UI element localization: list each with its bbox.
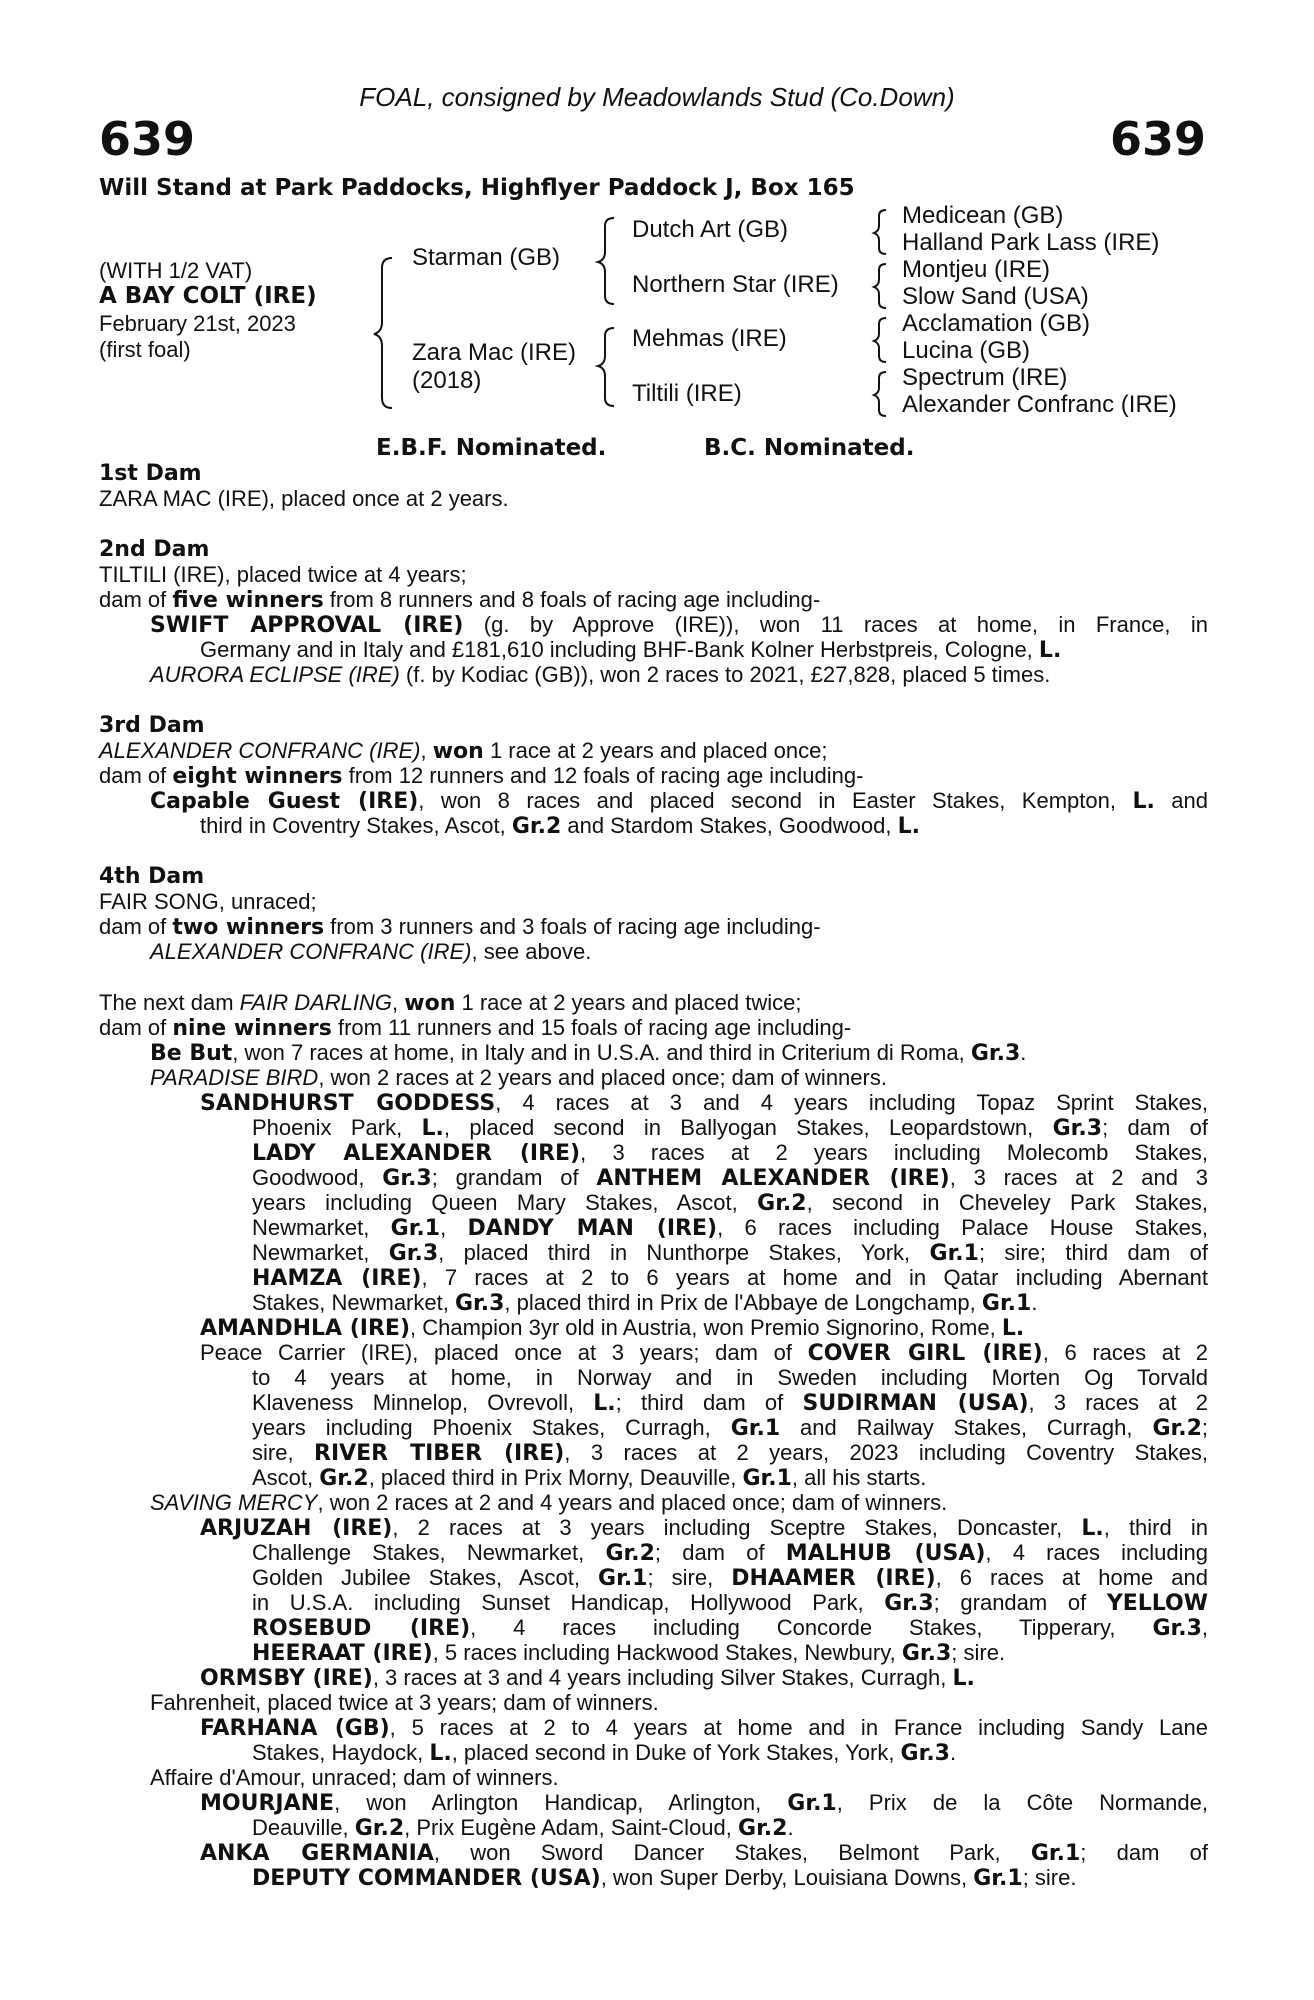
next-dam-line2: dam of nine winners from 11 runners and 15 foals of racing age including- [99, 1015, 852, 1041]
pedigree-gg5: Acclamation (GB) [902, 310, 1091, 337]
family-line: Newmarket, Gr.1, DANDY MAN (IRE), 6 races including Palace House Stakes, [252, 1215, 1208, 1241]
foal-note: (first foal) [99, 337, 191, 362]
family-line: in U.S.A. including Sunset Handicap, Hollywood Park, Gr.3; grandam of YELLOW [252, 1590, 1208, 1616]
family-line: LADY ALEXANDER (IRE), 3 races at 2 years including Molecomb Stakes, [252, 1140, 1208, 1166]
family-line: to 4 years at home, in Norway and in Sweden including Morten Og Torvald [252, 1365, 1208, 1390]
family-line: ORMSBY (IRE), 3 races at 3 and 4 years including Silver Stakes, Curragh, L. [200, 1665, 975, 1691]
family-line: Affaire d'Amour, unraced; dam of winners. [150, 1765, 559, 1790]
third-dam-line2: dam of eight winners from 12 runners and 12 foals of racing age including- [99, 763, 864, 789]
pedigree-dam-dam: Tiltili (IRE) [632, 380, 742, 407]
family-line: Newmarket, Gr.3, placed third in Nunthorpe Stakes, York, Gr.1; sire; third dam of [252, 1240, 1208, 1266]
pedigree-gg7: Spectrum (IRE) [902, 364, 1068, 391]
family-line: Peace Carrier (IRE), placed once at 3 years; dam of COVER GIRL (IRE), 6 races at 2 [200, 1340, 1208, 1366]
family-line: ARJUZAH (IRE), 2 races at 3 years including Sceptre Stakes, Doncaster, L., third in [200, 1515, 1208, 1541]
family-line: sire, RIVER TIBER (IRE), 3 races at 2 years, 2023 including Coventry Stakes, [252, 1440, 1208, 1466]
family-line: Golden Jubilee Stakes, Ascot, Gr.1; sire, DHAAMER (IRE), 6 races at home and [252, 1565, 1209, 1591]
family-line: ROSEBUD (IRE), 4 races including Concorde Stakes, Tipperary, Gr.3, [252, 1615, 1208, 1641]
second-dam-line2: dam of five winners from 8 runners and 8 foals of racing age including- [99, 587, 821, 613]
third-dam-line1: ALEXANDER CONFRANC (IRE), won 1 race at 2 years and placed once; [99, 738, 828, 764]
fourth-dam-line3: ALEXANDER CONFRANC (IRE), see above. [150, 939, 592, 964]
family-line: years including Queen Mary Stakes, Ascot, Gr.2, second in Cheveley Park Stakes, [252, 1190, 1208, 1216]
family-line: PARADISE BIRD, won 2 races at 2 years and placed once; dam of winners. [150, 1065, 887, 1090]
pedigree-gg8: Alexander Confranc (IRE) [902, 391, 1177, 418]
pedigree-dam-year: (2018) [412, 367, 482, 394]
pedigree-gg3: Montjeu (IRE) [902, 256, 1051, 283]
family-line: Phoenix Park, L., placed second in Ballyogan Stakes, Leopardstown, Gr.3; dam of [252, 1115, 1208, 1141]
second-dam-line1: TILTILI (IRE), placed twice at 4 years; [99, 562, 467, 587]
pedigree-sire-dam: Northern Star (IRE) [632, 271, 839, 298]
fourth-dam-line1: FAIR SONG, unraced; [99, 889, 317, 914]
family-line: FARHANA (GB), 5 races at 2 to 4 years at home and in France including Sandy Lane [200, 1715, 1208, 1741]
bc-nomination: B.C. Nominated. [704, 435, 915, 461]
vat-note: (WITH 1/2 VAT) [99, 258, 253, 283]
capable-guest-line2: third in Coventry Stakes, Ascot, Gr.2 and Stardom Stakes, Goodwood, L. [200, 813, 920, 839]
capable-guest-line1: Capable Guest (IRE), won 8 races and placed second in Easter Stakes, Kempton, L. and [150, 788, 1208, 814]
first-dam-text: ZARA MAC (IRE), placed once at 2 years. [99, 486, 509, 511]
family-line: AMANDHLA (IRE), Champion 3yr old in Austria, won Premio Signorino, Rome, L. [200, 1315, 1025, 1341]
pedigree-gg1: Medicean (GB) [902, 202, 1064, 229]
third-dam-heading: 3rd Dam [99, 713, 205, 738]
family-line: Stakes, Haydock, L., placed second in Duke of York Stakes, York, Gr.3. [252, 1740, 957, 1766]
family-line: SANDHURST GODDESS, 4 races at 3 and 4 years including Topaz Sprint Stakes, [200, 1090, 1208, 1116]
family-line: Be But, won 7 races at home, in Italy and in U.S.A. and third in Criterium di Roma, Gr.3. [150, 1040, 1027, 1066]
family-line: DEPUTY COMMANDER (USA), won Super Derby, Louisiana Downs, Gr.1; sire. [252, 1865, 1077, 1891]
pedigree-gg2: Halland Park Lass (IRE) [902, 229, 1160, 256]
pedigree-sire: Starman (GB) [412, 244, 561, 271]
family-line: Ascot, Gr.2, placed third in Prix Morny, Deauville, Gr.1, all his starts. [252, 1465, 927, 1491]
family-line: Challenge Stakes, Newmarket, Gr.2; dam of MALHUB (USA), 4 races including [252, 1540, 1209, 1566]
next-dam-line1: The next dam FAIR DARLING, won 1 race at 2 years and placed twice; [99, 990, 802, 1016]
family-line: years including Phoenix Stakes, Curragh, Gr.1 and Railway Stakes, Curragh, Gr.2; [252, 1415, 1208, 1441]
consignor-line: FOAL, consigned by Meadowlands Stud (Co.Down) [359, 82, 955, 112]
first-dam-heading: 1st Dam [99, 461, 202, 486]
family-line: SAVING MERCY, won 2 races at 2 and 4 years and placed once; dam of winners. [150, 1490, 948, 1515]
fourth-dam-line2: dam of two winners from 3 runners and 3 foals of racing age including- [99, 914, 821, 940]
ebf-nomination: E.B.F. Nominated. [376, 435, 607, 461]
aurora-eclipse-line: AURORA ECLIPSE (IRE) (f. by Kodiac (GB)), won 2 races to 2021, £27,828, placed 5 times. [150, 662, 1051, 687]
family-line: HEERAAT (IRE), 5 races including Hackwood Stakes, Newbury, Gr.3; sire. [252, 1640, 1006, 1666]
pedigree-gg4: Slow Sand (USA) [902, 283, 1089, 310]
family-line: Deauville, Gr.2, Prix Eugène Adam, Saint-Cloud, Gr.2. [252, 1815, 794, 1841]
lot-subject-name: A BAY COLT (IRE) [99, 283, 317, 309]
family-line: MOURJANE, won Arlington Handicap, Arlington, Gr.1, Prix de la Côte Normande, [200, 1790, 1208, 1816]
stand-info: Will Stand at Park Paddocks, Highflyer Paddock J, Box 165 [99, 175, 855, 201]
family-line: Fahrenheit, placed twice at 3 years; dam of winners. [150, 1690, 659, 1715]
swift-approval-line2: Germany and in Italy and £181,610 including BHF-Bank Kolner Herbstpreis, Cologne, L. [200, 637, 1062, 663]
pedigree-sire-sire: Dutch Art (GB) [632, 216, 789, 243]
foaling-date: February 21st, 2023 [99, 311, 296, 336]
family-line: Goodwood, Gr.3; grandam of ANTHEM ALEXANDER (IRE), 3 races at 2 and 3 [252, 1165, 1208, 1191]
family-line: ANKA GERMANIA, won Sword Dancer Stakes, Belmont Park, Gr.1; dam of [200, 1840, 1209, 1866]
fourth-dam-heading: 4th Dam [99, 864, 205, 889]
swift-approval-line1: SWIFT APPROVAL (IRE) (g. by Approve (IRE)), won 11 races at home, in France, in [150, 612, 1208, 638]
pedigree-dam-sire: Mehmas (IRE) [632, 325, 787, 352]
family-line: Klaveness Minnelop, Ovrevoll, L.; third dam of SUDIRMAN (USA), 3 races at 2 [252, 1390, 1208, 1416]
family-line: HAMZA (IRE), 7 races at 2 to 6 years at home and in Qatar including Abernant [252, 1265, 1209, 1291]
family-line: Stakes, Newmarket, Gr.3, placed third in Prix de l'Abbaye de Longchamp, Gr.1. [252, 1290, 1038, 1316]
lot-number-left: 639 [99, 112, 196, 166]
second-dam-heading: 2nd Dam [99, 537, 210, 562]
pedigree-gg6: Lucina (GB) [902, 337, 1031, 364]
pedigree-dam: Zara Mac (IRE) [412, 339, 577, 366]
lot-number-right: 639 [1109, 112, 1206, 166]
